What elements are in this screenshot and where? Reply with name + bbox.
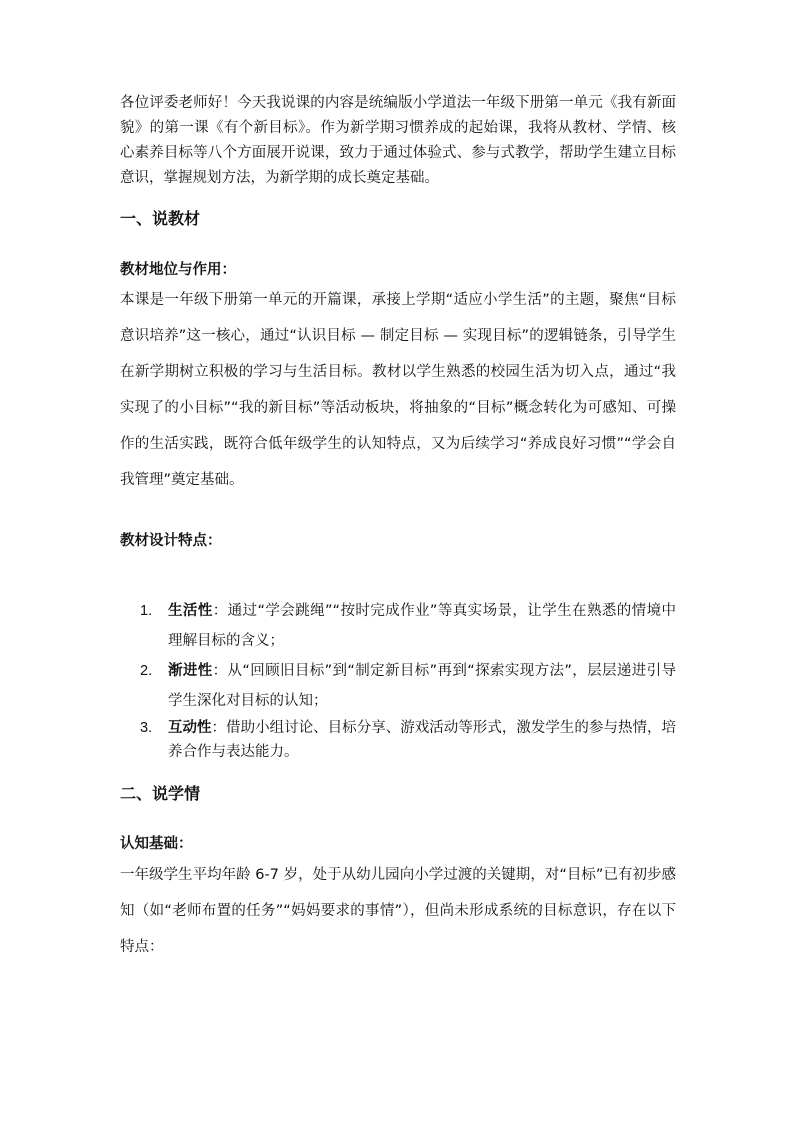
section-heading-students: 二、说学情	[120, 784, 201, 803]
list-item-term: 渐进性	[168, 663, 213, 679]
list-item-text: ：从“回顾旧目标”到“制定新目标”再到“探索实现方法”，层层递进引导学生深化对目标的认知；	[168, 663, 676, 709]
list-item-number: 3.	[140, 720, 153, 736]
cognitive-basis-paragraph: 一年级学生平均年龄 6-7 岁，处于从幼儿园向小学过渡的关键期，对“目标”已有初步感知（如“老师布置的任务”“妈妈要求的事情”），但尚未形成系统的目标意识，存在以下特点：	[120, 867, 676, 955]
list-item	[140, 596, 676, 656]
list-item-number: 2.	[140, 663, 153, 679]
textbook-position-label: 教材地位与作用：	[120, 262, 236, 278]
textbook-features-label: 教材设计特点：	[120, 533, 222, 549]
list-item-text: ：通过“学会跳绳”“按时完成作业”等真实场景，让学生在熟悉的情境中理解目标的含义；	[168, 603, 677, 649]
list-item-text: ：借助小组讨论、目标分享、游戏活动等形式，激发学生的参与热情，培养合作与表达能力。	[168, 720, 676, 760]
section-heading-textbook: 一、说教材	[120, 209, 201, 228]
list-item	[140, 716, 676, 764]
textbook-features-list	[140, 596, 676, 764]
document-page	[120, 0, 676, 1122]
cognitive-basis-label: 认知基础：	[120, 836, 193, 852]
list-item	[140, 656, 676, 716]
intro-paragraph: 各位评委老师好！今天我说课的内容是统编版小学道法一年级下册第一单元《我有新面貌》的第一课《有个新目标》。作为新学期习惯养成的起始课，我将从教材、学情、核心素养目标等八个方面展开说课，致力于通过体验式、参与式教学，帮助学生建立目标意识，掌握规划方法，为新学期的成长奠定基础。	[120, 95, 676, 186]
list-item-term: 生活性	[168, 603, 213, 619]
textbook-position-paragraph: 本课是一年级下册第一单元的开篇课，承接上学期“适应小学生活”的主题，聚焦“目标意识培养”这一核心，通过“认识目标 — 制定目标 — 实现目标”的逻辑链条，引导学生在新学期树立积极的学习与生活目标。教材以学生熟悉的校园生活为切入点，通过“我实现了的小目标”“我的新目标”等活动板块，将抽象的“目标”概念转化为可感知、可操作的生活实践，既符合低年级学生的认知特点，又为后续学习“养成良好习惯”“学会自我管理”奠定基础。	[120, 292, 676, 488]
list-item-term: 互动性	[168, 720, 212, 736]
list-item-number: 1.	[140, 603, 153, 619]
